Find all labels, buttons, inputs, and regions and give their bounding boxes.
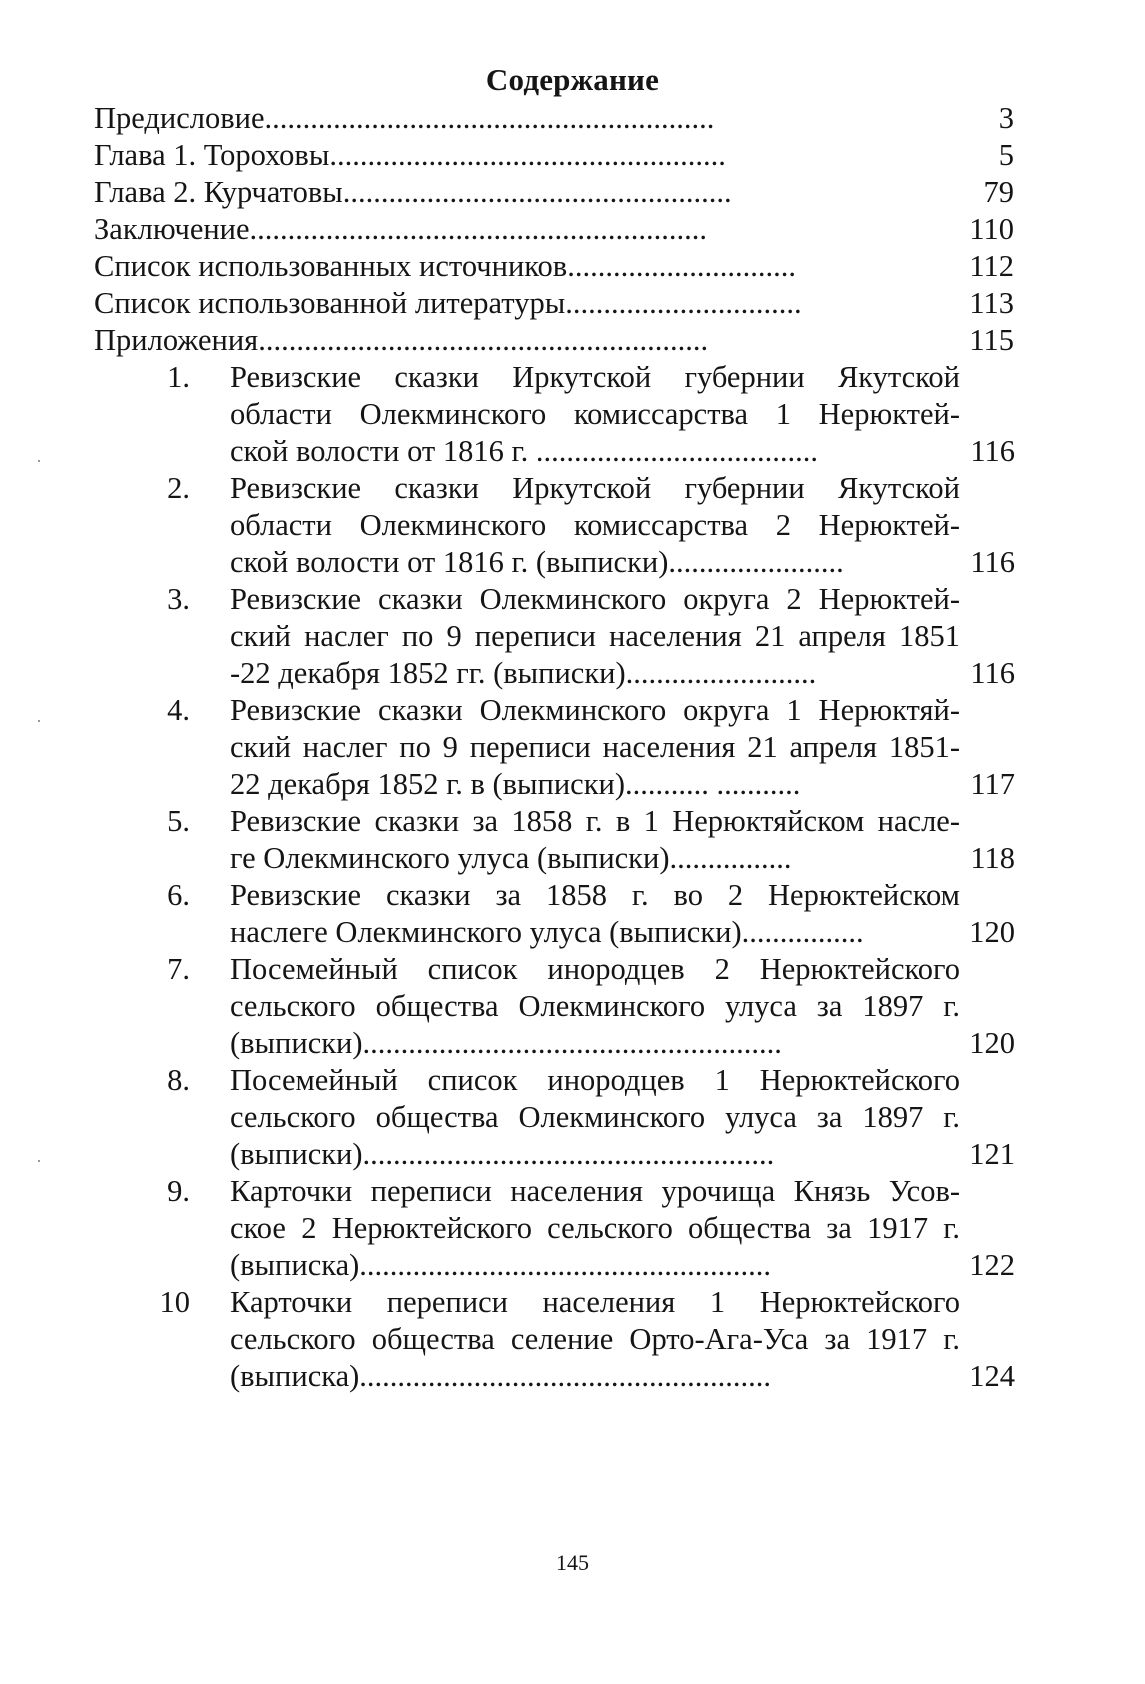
appendix-title-line: Посемейный список инородцев 2 Нерюктейского (230, 952, 960, 986)
appendix-number: 7. (167, 952, 190, 986)
toc-entry-label: Заключение (94, 212, 250, 246)
appendix-page: 117 (970, 767, 1015, 801)
appendix-number: 6. (167, 878, 190, 912)
appendix-title-line: 22 декабря 1852 г. в (выписки)........... ........... (230, 767, 801, 801)
appendix-item (140, 951, 1015, 1062)
toc-entry (94, 322, 1014, 359)
appendix-title-line: ский наслег по 9 переписи населения 21 апреля 1851- (230, 730, 960, 764)
appendix-title-line: Карточки переписи населения 1 Нерюктейского (230, 1285, 960, 1319)
toc-entry-page: 110 (969, 212, 1014, 246)
toc-entry-label: Список использованной литературы (94, 286, 566, 320)
toc-title: Содержание (485, 62, 660, 97)
appendix-title-line: ский наслег по 9 переписи населения 21 апреля 1851 (230, 619, 960, 653)
appendix-title-line: (выписки)...................................................... (230, 1137, 775, 1171)
appendix-title-line: (выписка)...................................................... (230, 1359, 772, 1393)
appendix-title-line: ской волости от 1816 г. (выписки)....................... (230, 545, 844, 579)
appendix-title-line: (выписка)...................................................... (230, 1248, 772, 1282)
toc-entry-page: 5 (998, 138, 1014, 172)
toc-leader-dots: ............................................................ (249, 212, 708, 246)
toc-entry-text (94, 137, 726, 174)
appendix-page: 122 (969, 1248, 1015, 1282)
appendix-title-line: сельского общества Олекминского улуса за 1897 г. (230, 1100, 960, 1134)
appendix-title-line: ской волости от 1816 г. ..................................... (230, 434, 818, 468)
toc-entry (94, 137, 1014, 174)
appendix-item (140, 1062, 1015, 1173)
appendix-page: 116 (970, 434, 1015, 468)
appendix-title-line: Ревизские сказки за 1858 г. в 1 Нерюктяйском насле- (230, 804, 960, 838)
appendix-item (140, 877, 1015, 951)
appendix-page: 116 (970, 656, 1015, 690)
scan-speck (38, 460, 40, 462)
toc-leader-dots: ............................... (565, 286, 802, 320)
appendix-page: 118 (970, 841, 1015, 875)
appendix-number: 3. (167, 582, 190, 616)
appendix-page: 116 (970, 545, 1015, 579)
appendix-title-line: наслеге Олекминского улуса (выписки)................ (230, 915, 864, 949)
appendix-number: 9. (167, 1174, 190, 1208)
scan-speck (38, 1160, 40, 1162)
toc-entry (94, 174, 1014, 211)
appendix-item (140, 581, 1015, 692)
appendix-title-line: Ревизские сказки за 1858 г. во 2 Нерюктейском (230, 878, 960, 912)
toc-entry-label: Список использованных источников (94, 249, 568, 283)
toc-leader-dots: ........................................................... (264, 101, 715, 135)
appendix-item (140, 692, 1015, 803)
toc-entry-label: Предисловие (94, 101, 265, 135)
appendix-number: 1. (167, 360, 190, 394)
toc-leader-dots: ........................................................... (258, 323, 709, 357)
toc-entry (94, 100, 1014, 137)
toc-leader-dots: .............................. (567, 249, 796, 283)
toc-entry-label: Глава 2. Курчатовы (94, 175, 343, 209)
appendix-page: 120 (969, 1026, 1015, 1060)
toc-entry (94, 285, 1014, 322)
toc-entry-page: 3 (998, 101, 1014, 135)
appendix-title-line: Посемейный список инородцев 1 Нерюктейского (230, 1063, 960, 1097)
appendix-title-line: области Олекминского комиссарства 2 Нерюктей- (230, 508, 960, 542)
toc-entry-text (94, 174, 732, 211)
appendix-title-line: сельского общества селение Орто-Ага-Уса за 1917 г. (230, 1322, 960, 1356)
appendix-title-line: (выписки)....................................................... (230, 1026, 782, 1060)
toc-entry-page: 112 (969, 249, 1014, 283)
appendix-number: 4. (167, 693, 190, 727)
toc-entry-text (94, 100, 714, 137)
toc-entry-page: 79 (983, 175, 1014, 209)
toc-entry-text (94, 285, 802, 322)
appendix-item (140, 1284, 1015, 1395)
toc-leader-dots: ................................................... (342, 175, 732, 209)
appendix-item (140, 470, 1015, 581)
toc-entry-page: 113 (969, 286, 1014, 320)
appendix-title-line: ге Олекминского улуса (выписки)................ (230, 841, 792, 875)
appendix-title-line: -22 декабря 1852 гг. (выписки)......................... (230, 656, 817, 690)
page-number: 145 (556, 1550, 589, 1575)
appendix-title-line: сельского общества Олекминского улуса за 1897 г. (230, 989, 960, 1023)
appendix-number: 2. (167, 471, 190, 505)
toc-entry-label: Глава 1. Тороховы (94, 138, 330, 172)
appendix-item (140, 1173, 1015, 1284)
appendix-title-line: Ревизские сказки Иркутской губернии Якутской (230, 360, 960, 394)
toc-entry-text (94, 322, 708, 359)
toc-entry-label: Приложения (94, 323, 259, 357)
appendix-number: 10 (159, 1285, 190, 1319)
appendix-title-line: Карточки переписи населения урочища Князь Усов- (230, 1174, 960, 1208)
appendix-item (140, 359, 1015, 470)
appendix-title-line: Ревизские сказки Иркутской губернии Якутской (230, 471, 960, 505)
toc-entry-page: 115 (969, 323, 1014, 357)
appendix-number: 5. (167, 804, 190, 838)
appendix-title-line: Ревизские сказки Олекминского округа 2 Нерюктей- (230, 582, 960, 616)
appendix-item (140, 803, 1015, 877)
scan-speck (38, 720, 40, 722)
toc-entry-text (94, 248, 796, 285)
appendix-title-line: области Олекминского комиссарства 1 Нерюктей- (230, 397, 960, 431)
toc-entry (94, 248, 1014, 285)
appendix-number: 8. (167, 1063, 190, 1097)
appendix-page: 121 (969, 1137, 1015, 1171)
toc-leader-dots: .................................................... (329, 138, 726, 172)
appendix-page: 120 (969, 915, 1015, 949)
appendix-page: 124 (969, 1359, 1015, 1393)
appendix-title-line: ское 2 Нерюктейского сельского общества за 1917 г. (230, 1211, 960, 1245)
toc-entry-text (94, 211, 707, 248)
toc-entry (94, 211, 1014, 248)
appendix-title-line: Ревизские сказки Олекминского округа 1 Нерюктяй- (230, 693, 960, 727)
